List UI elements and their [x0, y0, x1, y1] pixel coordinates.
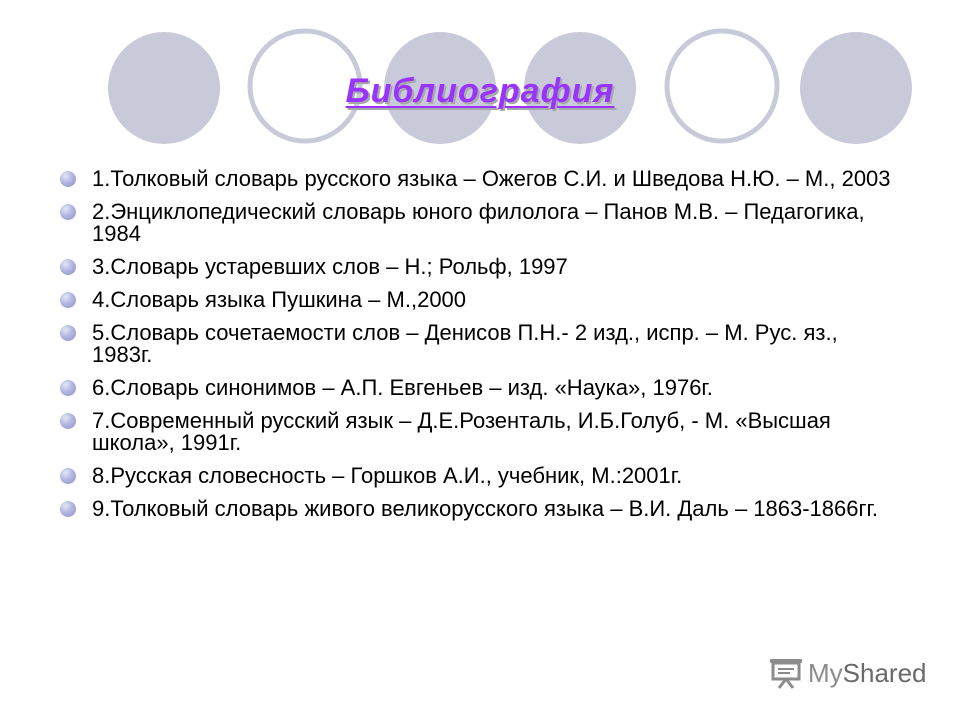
list-item — [60, 410, 900, 454]
list-item — [60, 201, 900, 245]
list-item-text: 7.Современный русский язык – Д.Е.Розенталь, И.Б.Голуб, - М. «Высшая школа», 1991г. — [92, 408, 831, 455]
list-item-text: 5.Словарь сочетаемости слов – Денисов П.Н.- 2 изд., испр. – М. Рус. яз., 1983г. — [92, 320, 838, 367]
bullet-icon — [60, 413, 76, 429]
list-item — [60, 498, 900, 520]
bullet-icon — [60, 501, 76, 517]
bullet-icon — [60, 292, 76, 308]
bullet-icon — [60, 380, 76, 396]
list-item-text: 6.Словарь синонимов – А.П. Евгеньев – изд. «Наука», 1976г. — [92, 375, 713, 400]
logo-text-my: My — [808, 657, 843, 688]
myshared-logo — [768, 656, 927, 690]
list-item-text: 2.Энциклопедический словарь юного филолога – Панов М.В. – Педагогика, 1984 — [92, 199, 865, 246]
list-item — [60, 289, 900, 311]
logo-text-shared: Shared — [842, 657, 927, 688]
list-item — [60, 256, 900, 278]
projector-screen-icon — [768, 657, 804, 689]
list-item-text: 8.Русская словесность – Горшков А.И., учебник, М.:2001г. — [92, 463, 683, 488]
logo-text — [808, 658, 927, 689]
list-item-text: 3.Словарь устаревших слов – Н.; Рольф, 1997 — [92, 254, 568, 279]
list-item — [60, 322, 900, 366]
list-item-text: 9.Толковый словарь живого великорусского языка – В.И. Даль – 1863-1866гг. — [92, 496, 878, 521]
list-item-text: 1.Толковый словарь русского языка – Ожегов С.И. и Шведова Н.Ю. – М., 2003 — [92, 166, 891, 191]
bullet-icon — [60, 171, 76, 187]
list-item — [60, 168, 900, 190]
slide-title: Библиография — [345, 72, 615, 110]
bullet-icon — [60, 325, 76, 341]
list-item-text: 4.Словарь языка Пушкина – М.,2000 — [92, 287, 467, 312]
bullet-icon — [60, 468, 76, 484]
list-item — [60, 465, 900, 487]
bullet-icon — [60, 204, 76, 220]
bibliography-list — [60, 168, 900, 531]
list-item — [60, 377, 900, 399]
bullet-icon — [60, 259, 76, 275]
